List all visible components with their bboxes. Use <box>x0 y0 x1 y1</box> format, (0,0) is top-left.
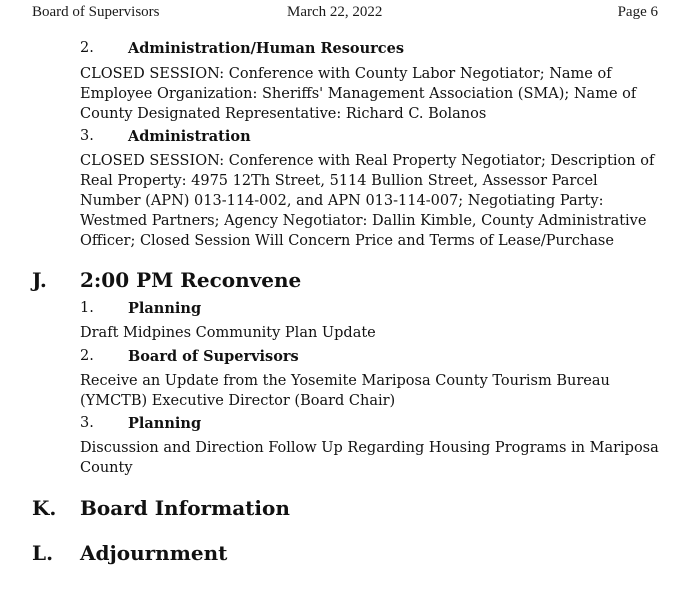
header-page-number: Page 6 <box>617 4 658 20</box>
item-title: Planning <box>128 415 202 432</box>
item-title: Administration/Human Resources <box>128 40 404 57</box>
section-letter: L. <box>32 541 54 565</box>
item-description: CLOSED SESSION: Conference with County Labor Negotiator; Name of Employee Organization: Sheriffs' Management Association (SMA); Name of County Designated Representative: Richard C. Bolanos <box>80 66 637 122</box>
item-number: 3. <box>80 128 94 144</box>
section-title: Board Information <box>80 496 290 520</box>
item-number: 2. <box>80 40 94 56</box>
item-number: 3. <box>80 415 94 431</box>
item-title: Administration <box>128 128 251 145</box>
item-number: 2. <box>80 348 94 364</box>
item-description: Discussion and Direction Follow Up Regarding Housing Programs in Mariposa County <box>80 440 659 476</box>
item-title: Board of Supervisors <box>128 348 299 365</box>
item-description: CLOSED SESSION: Conference with Real Property Negotiator; Description of Real Property: 4975 12Th Street, 5114 Bullion Street, Assessor Parcel Number (APN) 013-114-002, and APN 013-114-007; Negotiating Party: Westmed Partners; Agency Negotiator: Dallin Kimble, County Administrative Officer; Closed Session Will Concern Price and Terms of Lease/Purchase <box>80 153 655 249</box>
header-date: March 22, 2022 <box>287 4 383 20</box>
item-description: Draft Midpines Community Plan Update <box>80 325 376 341</box>
header-board-name: Board of Supervisors <box>32 4 160 20</box>
section-letter: K. <box>32 496 57 520</box>
item-description: Receive an Update from the Yosemite Mariposa County Tourism Bureau (YMCTB) Executive Director (Board Chair) <box>80 373 610 409</box>
section-letter: J. <box>32 268 47 292</box>
item-number: 1. <box>80 300 94 316</box>
item-title: Planning <box>128 300 202 317</box>
section-title: Adjournment <box>80 541 228 565</box>
section-title: 2:00 PM Reconvene <box>80 268 302 292</box>
